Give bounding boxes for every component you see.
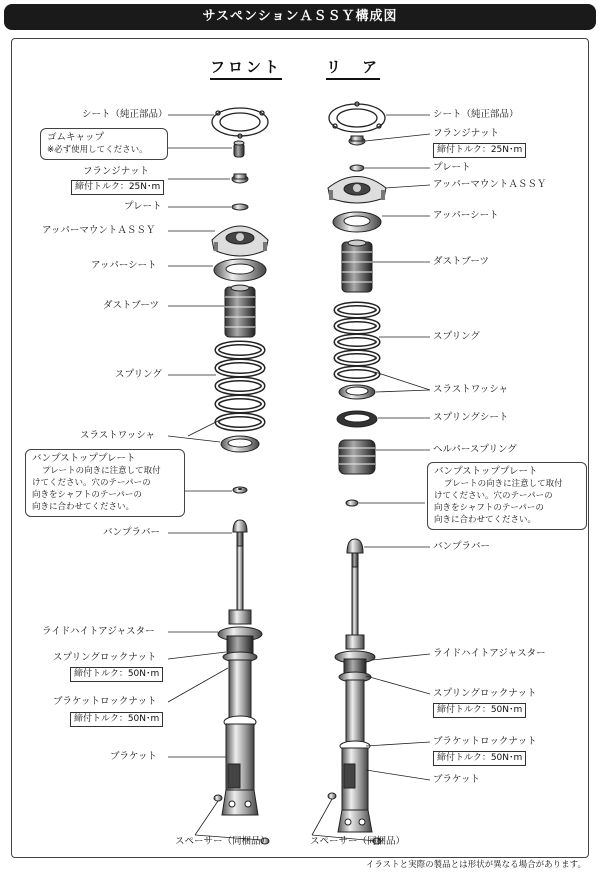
front-rubber-cap	[234, 141, 244, 157]
rear-dust-boots-label: ダストブーツ	[433, 256, 490, 267]
front-bump-line: けてください。穴のテーパーの	[32, 478, 151, 488]
front-shock	[214, 546, 269, 844]
rear-bracket-lock-label: ブラケットロックナット	[433, 736, 537, 747]
front-seat-label: シート（純正部品）	[82, 109, 168, 120]
front-flange-nut	[232, 174, 248, 183]
rear-bracket-lock-torque: 締付トルク：50N･m	[433, 751, 526, 766]
front-spring-label: スプリング	[115, 369, 162, 380]
leader-lines	[165, 115, 430, 841]
rear-bump-plate	[346, 500, 358, 506]
rear-thrust-washer-label: スラストワッシャ	[433, 384, 509, 395]
front-bump-rubber	[233, 520, 247, 546]
front-rubber-cap-note	[40, 128, 168, 160]
rear-bump-line: プレートの向きに注意して取付	[444, 479, 563, 489]
rear-bump-title: バンプストッププレート	[434, 466, 538, 477]
front-bump-title: バンプストッププレート	[32, 453, 136, 464]
rear-upper-seat-label: アッパーシート	[433, 210, 499, 221]
front-plate-label: プレート	[124, 201, 162, 212]
rear-spring-lock-label: スプリングロックナット	[433, 688, 537, 699]
rear-column-title: リ ア	[326, 56, 380, 80]
front-bump-rubber-label: バンプラバー	[103, 527, 161, 538]
rear-ride-height-label: ライドハイトアジャスター	[433, 648, 546, 659]
rear-upper-mount-label: アッパーマウントＡＳＳＹ	[433, 179, 547, 190]
front-upper-seat-label: アッパーシート	[91, 260, 157, 271]
rear-shock	[328, 567, 381, 844]
front-bump-line: 向きをシャフトのテーパーの	[32, 490, 142, 500]
rear-flange-nut-label: フランジナット	[433, 128, 500, 139]
rear-dust-boots	[342, 240, 372, 292]
front-bracket-lock-torque: 締付トルク：50N･m	[70, 712, 163, 727]
page-title: サスペンションＡＳＳＹ構成図	[4, 4, 596, 30]
rear-seat-label: シート（純正部品）	[433, 109, 519, 120]
rear-bump-line: 向きをシャフトのテーパーの	[434, 503, 544, 513]
front-bump-line: 向きに合わせてください。	[32, 502, 135, 512]
rear-spring-lock-torque: 締付トルク：50N･m	[433, 703, 526, 718]
rubber-cap-caution: ※必ず使用してください。	[47, 145, 148, 155]
rear-helper-spring	[339, 440, 375, 474]
disclaimer: イラストと実際の製品とは形状が異なる場合があります。	[365, 860, 586, 870]
rear-thrust-washer	[339, 385, 375, 399]
rear-spring-seat	[337, 411, 377, 427]
front-ride-height-label: ライドハイトアジャスター	[42, 626, 155, 637]
front-dust-boots	[225, 285, 255, 337]
rear-spring-seat-label: スプリングシート	[433, 412, 509, 423]
front-thrust-washer-label: スラストワッシャ	[80, 430, 156, 441]
rear-flange-torque: 締付トルク：25N･m	[433, 143, 526, 158]
rear-bump-rubber	[347, 539, 363, 567]
rear-bump-stop-note	[427, 462, 587, 530]
rear-flange-nut	[349, 136, 365, 145]
rear-bump-line: 向きに合わせてください。	[434, 515, 537, 525]
rear-spring-label: スプリング	[433, 331, 480, 342]
rear-spacer-label: スペーサー（同梱品）	[310, 836, 406, 847]
rubber-cap-title: ゴムキャップ	[47, 132, 105, 143]
rear-seat	[329, 102, 385, 132]
front-bracket-label: ブラケット	[110, 751, 158, 762]
front-upper-mount-label: アッパーマウントＡＳＳＹ	[42, 225, 156, 236]
front-seat	[212, 108, 268, 138]
front-upper-mount	[212, 226, 268, 256]
rear-bump-rubber-label: バンプラバー	[433, 541, 491, 552]
front-bump-plate	[233, 487, 247, 493]
front-spring-lock-torque: 締付トルク：50N･m	[70, 667, 163, 682]
rear-helper-spring-label: ヘルパースプリング	[433, 444, 517, 455]
rear-bump-line: けてください。穴のテーパーの	[434, 491, 553, 501]
rear-plate	[350, 165, 364, 171]
rear-upper-seat	[333, 212, 381, 232]
front-flange-torque: 締付トルク：25N･m	[71, 180, 164, 195]
front-spacer-label: スペーサー（同梱品）	[175, 836, 271, 847]
rear-bracket-label: ブラケット	[433, 774, 481, 785]
front-spring-lock-label: スプリングロックナット	[53, 652, 157, 663]
front-flange-nut-label: フランジナット	[83, 166, 150, 177]
front-bump-line: プレートの向きに注意して取付	[42, 466, 161, 476]
front-plate	[232, 204, 248, 210]
front-column-title: フロント	[210, 56, 282, 80]
rear-plate-label: プレート	[433, 162, 471, 173]
front-upper-seat	[214, 259, 266, 281]
front-bracket-lock-label: ブラケットロックナット	[53, 696, 157, 707]
front-thrust-washer	[221, 436, 259, 452]
rear-upper-mount	[328, 177, 386, 204]
front-bump-stop-note	[25, 449, 185, 517]
front-dust-boots-label: ダストブーツ	[103, 300, 160, 311]
